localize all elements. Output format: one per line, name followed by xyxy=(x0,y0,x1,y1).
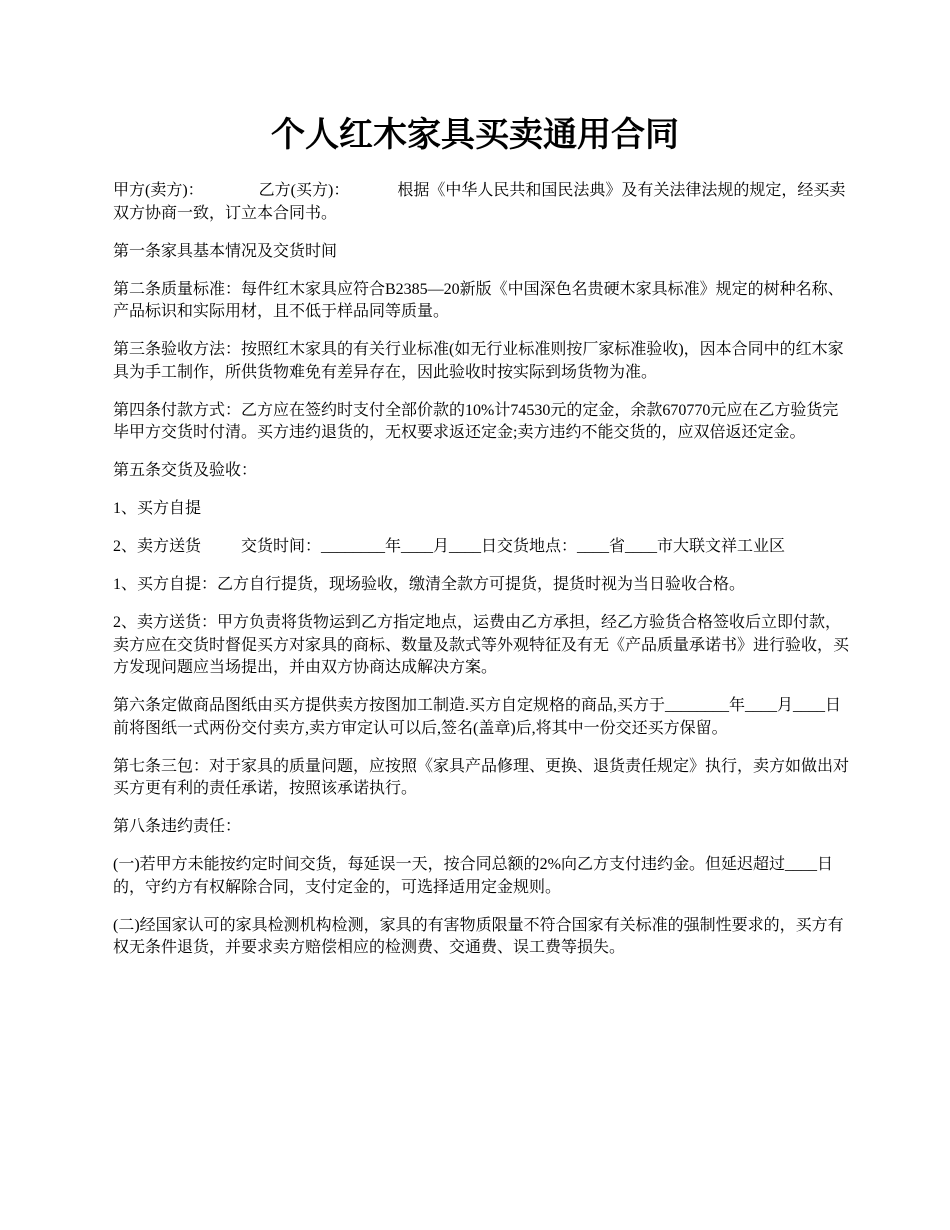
document-body xyxy=(113,180,851,975)
clause-7: 第七条三包：对于家具的质量问题，应按照《家具产品修理、更换、退货责任规定》执行，卖方如做出对买方更有利的责任承诺，按照该承诺执行。 xyxy=(113,757,850,797)
clause-2: 第二条质量标准：每件红木家具应符合B2385—20新版《中国深色名贵硬木家具标准》规定的树种名称、产品标识和实际用材，且不低于样品同等质量。 xyxy=(113,280,844,320)
document-title: 个人红木家具买卖通用合同 xyxy=(271,115,679,155)
clause-8-item-1: (一)若甲方未能按约定时间交货，每延误一天，按合同总额的2%向乙方支付违约金。但延迟超过____日的，守约方有权解除合同，支付定金的，可选择适用定金规则。 xyxy=(113,856,833,896)
delivery-option-2-detail: 交货时间：________年____月____日交货地点：____省____市大联文祥工业区 xyxy=(241,538,786,555)
delivery-option-2 xyxy=(113,536,851,559)
clause-3: 第三条验收方法：按照红木家具的有关行业标准(如无行业标准则按厂家标准验收)，因本合同中的红木家具为手工制作，所供货物难免有差异存在，因此验收时按实际到场货物为准。 xyxy=(113,341,844,381)
delivery-detail-1: 1、买方自提：乙方自行提货，现场验收，缴清全款方可提货，提货时视为当日验收合格。 xyxy=(113,576,746,593)
delivery-option-1: 1、买方自提 xyxy=(113,500,202,517)
intro-text: 根据《中华人民共和国民法典》及有关法律法规的规定，经买卖双方协商一致，订立本合同书。 xyxy=(113,182,846,222)
clause-8-item-2: (二)经国家认可的家具检测机构检测，家具的有害物质限量不符合国家有关标准的强制性要求的，买方有权无条件退货，并要求卖方赔偿相应的检测费、交通费、误工费等损失。 xyxy=(113,916,844,956)
party-b-label: 乙方(买方)： xyxy=(258,182,350,199)
delivery-option-2-label: 2、卖方送货 xyxy=(113,538,202,555)
clause-8-heading: 第八条违约责任： xyxy=(113,818,242,835)
delivery-detail-2: 2、卖方送货：甲方负责将货物运到乙方指定地点，运费由乙方承担，经乙方验货合格签收后立即付款，卖方应在交货时督促买方对家具的商标、数量及款式等外观特征及有无《产品质量承诺书》进行验收，买方发现问题应当场提出，并由双方协商达成解决方案。 xyxy=(113,614,850,676)
clause-4: 第四条付款方式：乙方应在签约时支付全部价款的10%计74530元的定金，余款670770元应在乙方验货完毕甲方交货时付清。买方违约退货的，无权要求返还定金;卖方违约不能交货的，应双倍返还定金。 xyxy=(113,401,839,441)
clause-5-heading: 第五条交货及验收： xyxy=(113,462,258,479)
clause-6: 第六条定做商品图纸由买方提供卖方按图加工制造.买方自定规格的商品,买方于________年____月____日前将图纸一式两份交付卖方,卖方审定认可以后,签名(盖章)后,将其中一份交还买方保留。 xyxy=(113,697,842,737)
parties-and-intro xyxy=(113,180,851,225)
clause-1-heading: 第一条家具基本情况及交货时间 xyxy=(113,242,338,260)
party-a-label: 甲方(卖方)： xyxy=(113,182,204,199)
